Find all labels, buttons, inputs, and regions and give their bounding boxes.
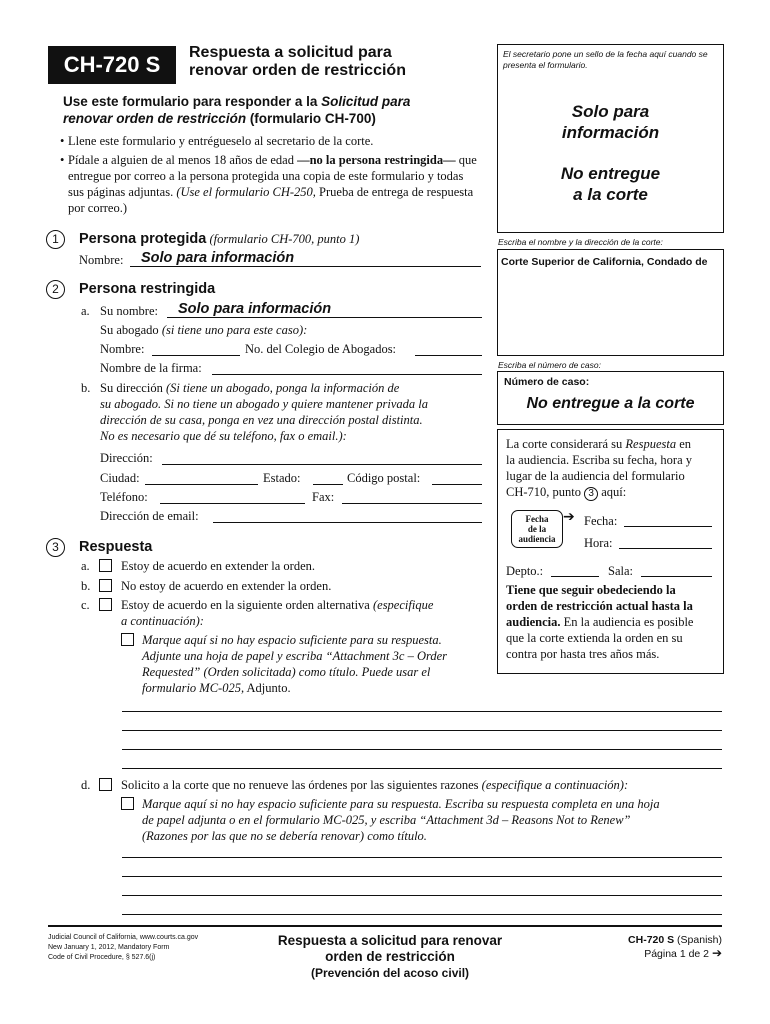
firm-name-label: Nombre de la firma: <box>100 361 202 375</box>
email-field[interactable] <box>213 522 482 523</box>
do-not-renew-note: (especifique a continuación): <box>481 778 629 792</box>
protected-name-field[interactable] <box>130 266 481 267</box>
lawyer-name-field[interactable] <box>152 355 240 356</box>
alternative-order-checkbox[interactable] <box>99 598 112 611</box>
warning-text: En la audiencia es posible <box>560 615 694 629</box>
arrow-right-icon: ➔ <box>711 946 722 960</box>
form-title <box>189 44 406 80</box>
zip-field[interactable] <box>432 484 482 485</box>
city-field[interactable] <box>145 484 258 485</box>
intro-text: renovar orden de restricción <box>63 111 247 126</box>
attachment-3d-checkbox[interactable] <box>121 797 134 810</box>
room-field[interactable] <box>641 576 712 577</box>
attachment-3c-checkbox[interactable] <box>121 633 134 646</box>
footer-text: Code of Civil Procedure, § 527.6(j) <box>48 954 156 961</box>
address-note: su abogado. Si no tiene un abogado y quiere mantener privada la <box>100 397 428 411</box>
alt-order-text: Estoy de acuerdo en la siguiente orden alternativa <box>121 598 373 612</box>
address-note: dirección de su casa, ponga en vez una dirección postal distinta. <box>100 413 423 427</box>
item-letter: d. <box>81 778 91 792</box>
reasons-answer-line-3[interactable] <box>122 895 722 896</box>
hearing-warning <box>506 582 720 662</box>
disagree-extend-checkbox[interactable] <box>99 579 112 592</box>
agree-extend-checkbox[interactable] <box>99 559 112 572</box>
city-label: Ciudad: <box>100 471 140 485</box>
reasons-answer-line-1[interactable] <box>122 857 722 858</box>
lawyer-note: (si tiene uno para este caso): <box>158 323 308 337</box>
reasons-answer-line-4[interactable] <box>122 914 722 915</box>
attachment-note: Requested” (Orden solicitada) como título. Puede usar el <box>142 665 431 679</box>
restrained-name-label: Su nombre: <box>100 304 158 318</box>
bullet-text: Pídale a alguien de al menos 18 años de edad <box>68 153 298 167</box>
reasons-answer-line-2[interactable] <box>122 876 722 877</box>
stamp-line: No entregue <box>560 164 661 183</box>
hearing-date-label: Fecha: <box>584 514 618 528</box>
warning-text: orden de restricción actual hasta la <box>506 599 693 613</box>
stamp-info-only <box>498 101 723 143</box>
hearing-text: la audiencia. Escriba su fecha, hora y <box>506 453 693 467</box>
hearing-date-field[interactable] <box>624 526 712 527</box>
hearing-text: Respuesta <box>625 437 677 451</box>
room-label: Sala: <box>608 564 633 578</box>
intro-bullet-1: • Llene este formulario y entrégueselo al secretario de la corte. <box>60 134 374 148</box>
state-label: Estado: <box>263 471 301 485</box>
phone-label: Teléfono: <box>100 490 148 504</box>
hearing-time-label: Hora: <box>584 536 613 550</box>
footer-language: (Spanish) <box>674 934 722 946</box>
case-number-title: Número de caso: <box>504 376 590 388</box>
do-not-renew-checkbox[interactable] <box>99 778 112 791</box>
bullet-text: Prueba de entrega de respuesta por correo.) <box>68 185 474 215</box>
intro-text: (formulario CH-700) <box>246 111 376 126</box>
item-letter: b. <box>81 579 91 593</box>
court-name-box[interactable] <box>497 249 724 356</box>
section3-heading: Respuesta <box>79 539 153 555</box>
bar-number-label: No. del Colegio de Abogados: <box>245 342 397 356</box>
footer-title-line: Respuesta a solicitud para renovar <box>277 933 503 948</box>
intro-bullet-2: • Pídale a alguien de al menos 18 años de edad —no la persona restringida— que entregue por correo a la persona protegida una copia de este formulario y todas sus páginas adjuntas. (Use el formulario CH-250, Prueba de entrega de respuesta por correo.) <box>60 153 477 215</box>
fax-label: Fax: <box>312 490 335 504</box>
footer-form-number: CH-720 S <box>628 934 675 946</box>
attachment-note: Adjunto. <box>244 681 291 695</box>
case-number-box[interactable] <box>497 371 724 425</box>
badge-line: Fecha <box>525 514 549 524</box>
form-title-line2: renovar orden de restricción <box>189 62 406 79</box>
badge-line: de la <box>527 524 547 534</box>
footer-title <box>240 933 540 981</box>
stamp-do-not-file <box>498 163 723 205</box>
footer-page-number: Página 1 de 2 <box>644 948 710 960</box>
lawyer-name-label: Nombre: <box>100 342 145 356</box>
attachment-note: de papel adjunta o en el formulario MC-025, y escriba “Attachment 3d – Reasons Not to Renew” <box>142 813 631 827</box>
hearing-time-field[interactable] <box>619 548 712 549</box>
case-number-value: No entregue a la corte <box>526 395 695 412</box>
attachment-note: formulario MC-025, <box>142 681 245 695</box>
do-not-renew-label <box>121 777 628 793</box>
hearing-text: lugar de la audiencia del formulario <box>506 469 685 483</box>
address-note: No es necesario que dé su teléfono, fax o email.): <box>100 429 347 443</box>
hearing-info-box <box>497 429 724 674</box>
hearing-text: aquí: <box>598 485 627 499</box>
alt-order-note: (especifique <box>372 598 434 612</box>
do-not-renew-text: Solicito a la corte que no renueve las órdenes por las siguientes razones <box>121 778 482 792</box>
attachment-note: Marque aquí si no hay espacio suficiente para su respuesta. Escriba su respuesta completa en una hoja <box>142 797 660 811</box>
firm-name-field[interactable] <box>212 374 482 375</box>
agree-extend-label: Estoy de acuerdo en extender la orden. <box>121 559 316 573</box>
address-instructions <box>100 380 485 444</box>
restrained-name-field[interactable] <box>167 317 482 318</box>
item-letter: c. <box>81 598 90 612</box>
item-letter: a. <box>81 304 90 318</box>
hearing-date-badge <box>511 510 563 548</box>
bullet-text-italic: (Use el formulario CH-250, <box>176 185 316 199</box>
clerk-stamp-note: El secretario pone un sello de la fecha aquí cuando se presenta el formulario. <box>503 49 708 70</box>
hearing-instructions <box>506 436 720 501</box>
protected-name-label: Nombre: <box>79 253 124 267</box>
warning-text: audiencia. <box>506 615 561 629</box>
dept-label: Depto.: <box>506 564 544 578</box>
lawyer-label: Su abogado <box>100 323 159 337</box>
form-title-line1: Respuesta a solicitud para <box>189 44 392 61</box>
bullet-text: Llene este formulario y entrégueselo al secretario de la corte. <box>68 134 374 148</box>
zip-label: Código postal: <box>347 471 421 485</box>
lawyer-heading <box>100 322 307 338</box>
attachment-3c-instructions <box>142 632 487 696</box>
footer-text: New January 1, 2012, Mandatory Form <box>48 944 170 951</box>
section1-heading <box>79 230 359 248</box>
stamp-line: información <box>561 123 660 142</box>
section-number-1: 1 <box>46 230 65 249</box>
item-letter: a. <box>81 559 90 573</box>
street-label: Dirección: <box>100 451 153 465</box>
section-number-3: 3 <box>46 538 65 557</box>
footer-right <box>560 934 722 961</box>
attachment-note: (Razones por las que no se debería renovar) como título. <box>142 829 427 843</box>
stamp-line: a la corte <box>573 185 648 204</box>
intro-heading <box>63 93 483 127</box>
section2-heading: Persona restringida <box>79 281 216 297</box>
court-name-label: Escriba el nombre y la dirección de la corte: <box>498 237 663 247</box>
disagree-extend-label: No estoy de acuerdo en extender la orden. <box>121 579 332 593</box>
arrow-right-icon: ➔ <box>563 509 575 525</box>
section-number-2: 2 <box>46 280 65 299</box>
bullet-text: que entregue por correo a la persona protegida una copia de este formulario y todas sus páginas adjuntas. <box>68 153 477 199</box>
phone-field[interactable] <box>160 503 305 504</box>
alt-order-answer-line-4[interactable] <box>122 768 722 769</box>
alt-order-answer-line-3[interactable] <box>122 749 722 750</box>
footer-subtitle: (Prevención del acoso civil) <box>310 966 470 980</box>
alt-order-answer-line-1[interactable] <box>122 711 722 712</box>
warning-text: que la corte extienda la orden en su <box>506 631 683 645</box>
stamp-line: Solo para <box>571 102 650 121</box>
hearing-text: en <box>676 437 692 451</box>
intro-text: Solicitud para <box>321 94 411 109</box>
footer-left <box>48 933 198 963</box>
alt-order-note: a continuación): <box>121 614 204 628</box>
dept-field[interactable] <box>551 576 599 577</box>
section-ref-3: 3 <box>584 487 598 501</box>
email-label: Dirección de email: <box>100 509 199 523</box>
alt-order-answer-line-2[interactable] <box>122 730 722 731</box>
alternative-order-label <box>121 597 491 629</box>
form-number-badge: CH-720 S <box>48 46 176 84</box>
state-field[interactable] <box>313 484 343 485</box>
hearing-text: La corte considerará su <box>506 437 626 451</box>
street-field[interactable] <box>162 464 482 465</box>
warning-text: contra por hasta tres años más. <box>506 647 660 661</box>
court-name-value: Corte Superior de California, Condado de <box>501 256 708 268</box>
section-heading-note: (formulario CH-700, punto 1) <box>206 232 360 246</box>
bullet-text-bold: —no la persona restringida— <box>297 153 456 167</box>
badge-line: audiencia <box>518 534 556 544</box>
footer-title-line: orden de restricción <box>325 949 455 964</box>
footer-text: Judicial Council of California, www.courts.ca.gov <box>48 934 199 941</box>
bar-number-field[interactable] <box>415 355 482 356</box>
attachment-note: Adjunte una hoja de papel y escriba “Attachment 3c – Order <box>142 649 448 663</box>
address-note: (Si tiene un abogado, ponga la información de <box>162 381 400 395</box>
section-heading: Persona protegida <box>79 231 207 247</box>
case-number-label: Escriba el número de caso: <box>498 360 601 370</box>
attachment-note: Marque aquí si no hay espacio suficiente para su respuesta. <box>142 633 442 647</box>
fax-field[interactable] <box>342 503 482 504</box>
address-label: Su dirección <box>100 381 163 395</box>
clerk-stamp-box <box>497 44 724 233</box>
hearing-text: CH-710, punto <box>506 485 585 499</box>
item-letter: b. <box>81 381 91 395</box>
warning-text: Tiene que seguir obedeciendo la <box>506 583 676 597</box>
intro-text: Use este formulario para responder a la <box>63 94 322 109</box>
footer-divider <box>48 925 722 927</box>
restrained-name-value: Solo para información <box>178 301 332 317</box>
attachment-3d-instructions <box>142 796 732 844</box>
protected-name-value: Solo para información <box>141 250 295 266</box>
